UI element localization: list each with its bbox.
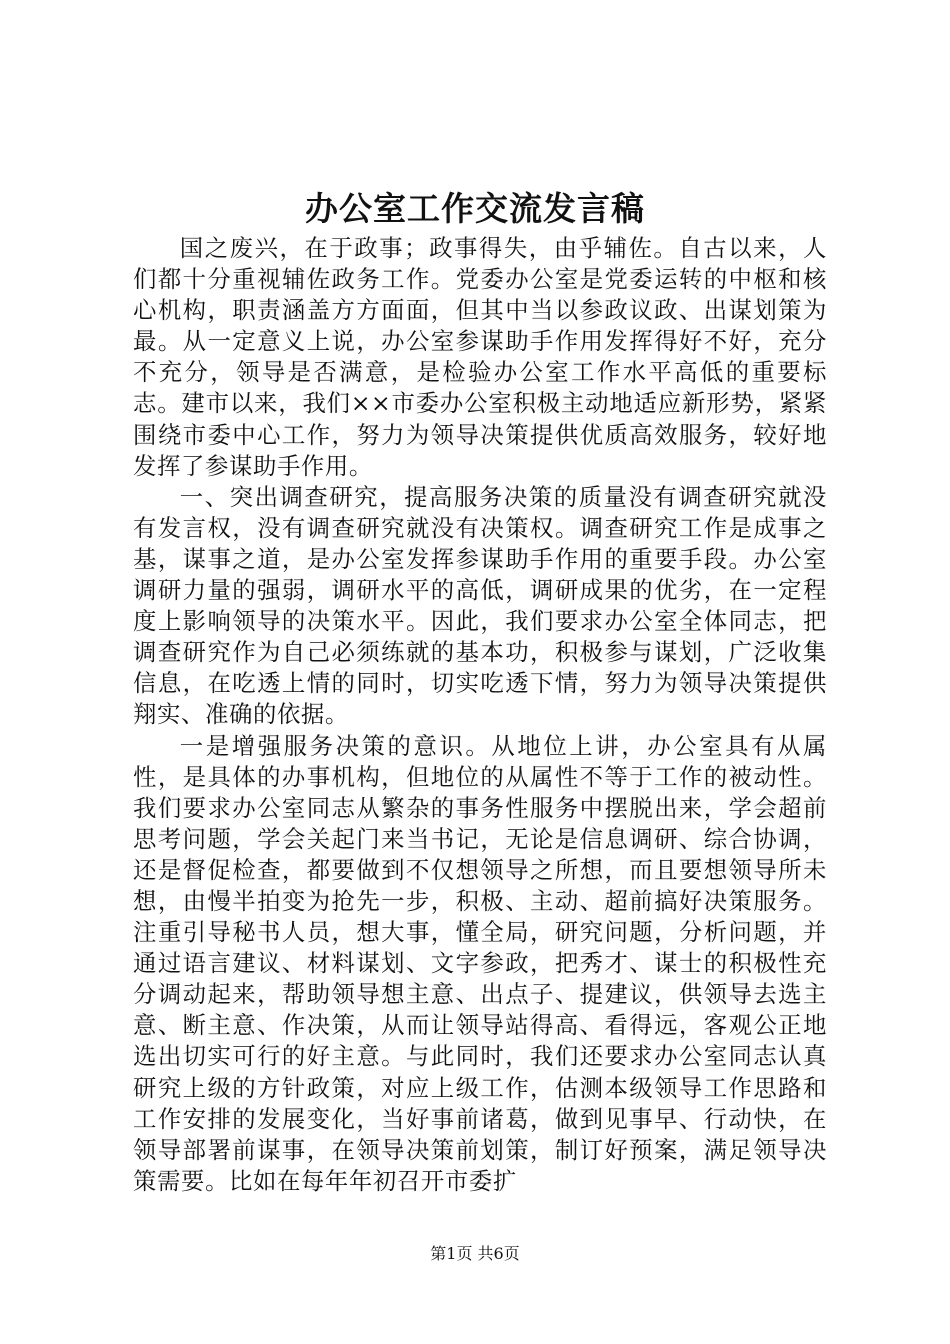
document-body [133, 233, 827, 1197]
paragraph-point-one: 一是增强服务决策的意识。从地位上讲，办公室具有从属性，是具体的办事机构，但地位的从属性不等于工作的被动性。我们要求办公室同志从繁杂的事务性服务中摆脱出来，学会超前思考问题，学会关起门来当书记，无论是信息调研、综合协调，还是督促检查，都要做到不仅想领导之所想，而且要想领导所未想，由慢半拍变为抢先一步，积极、主动、超前搞好决策服务。注重引导秘书人员，想大事，懂全局，研究问题，分析问题，并通过语言建议、材料谋划、文字参政，把秀才、谋士的积极性充分调动起来，帮助领导想主意、出点子、提建议，供领导去选主意、断主意、作决策，从而让领导站得高、看得远，客观公正地选出切实可行的好主意。与此同时，我们还要求办公室同志认真研究上级的方针政策，对应上级工作，估测本级领导工作思路和工作安排的发展变化，当好事前诸葛，做到见事早、行动快，在领导部署前谋事，在领导决策前划策，制订好预案，满足领导决策需要。比如在每年年初召开市委扩 [133, 731, 827, 1195]
document-title: 办公室工作交流发言稿 [305, 189, 645, 228]
paragraph-intro: 国之废兴，在于政事；政事得失，由乎辅佐。自古以来，人们都十分重视辅佐政务工作。党委办公室是党委运转的中枢和核心机构，职责涵盖方方面面，但其中当以参政议政、出谋划策为最。从一定意义上说，办公室参谋助手作用发挥得好不好，充分不充分，领导是否满意，是检验办公室工作水平高低的重要标志。建市以来，我们××市委办公室积极主动地适应新形势，紧紧围绕市委中心工作，努力为领导决策提供优质高效服务，较好地发挥了参谋助手作用。 [133, 234, 827, 480]
paragraph-section-one: 一、突出调查研究，提高服务决策的质量没有调查研究就没有发言权，没有调查研究就没有决策权。调查研究工作是成事之基，谋事之道，是办公室发挥参谋助手作用的重要手段。办公室调研力量的强弱，调研水平的高低，调研成果的优劣，在一定程度上影响领导的决策水平。因此，我们要求办公室全体同志，把调查研究作为自己必须练就的基本功，积极参与谋划，广泛收集信息，在吃透上情的同时，切实吃透下情，努力为领导决策提供翔实、准确的依据。 [133, 482, 827, 729]
page-number-footer: 第1页 共6页 [430, 1244, 520, 1263]
